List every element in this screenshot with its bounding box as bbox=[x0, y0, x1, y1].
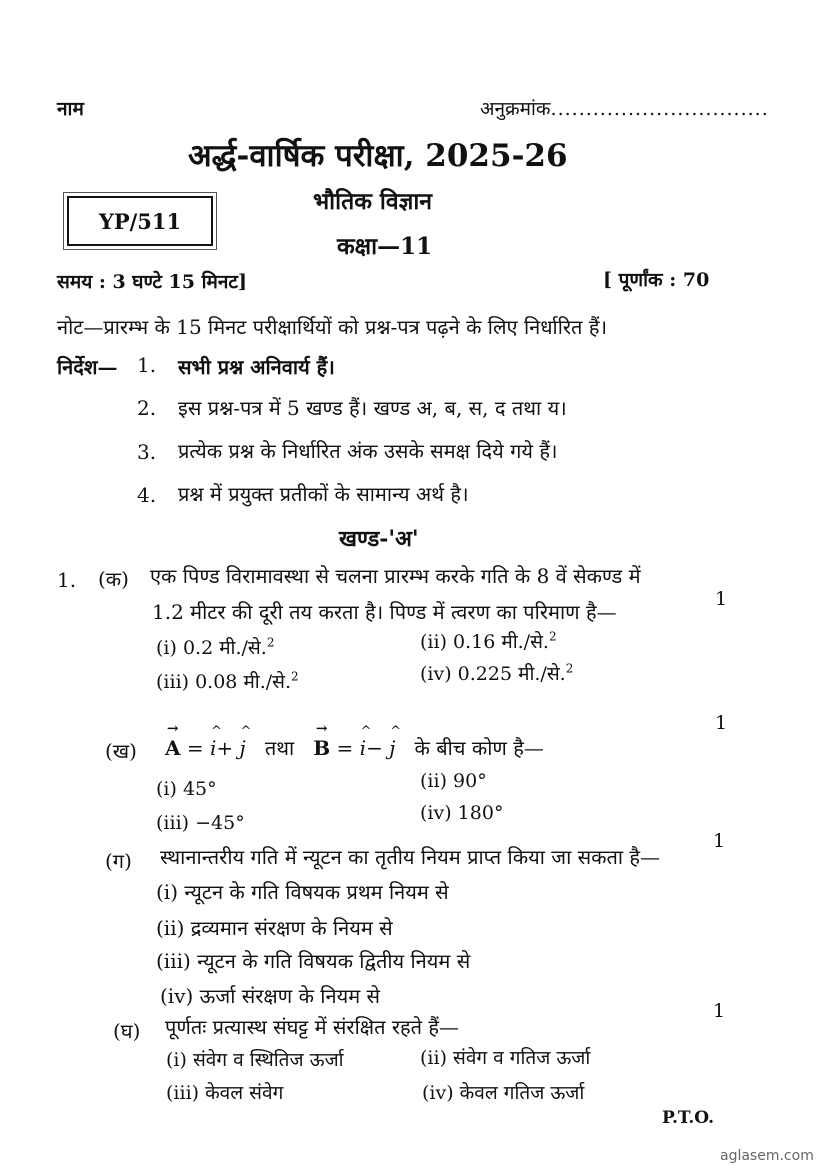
max-marks-label: [ पूर्णांक : 70 bbox=[603, 269, 710, 291]
q-ka-option-2-text: (ii) 0.16 मी./से. bbox=[420, 631, 549, 653]
q-ka-label: (क) bbox=[98, 567, 129, 591]
vector-a: → A bbox=[165, 736, 181, 760]
q-ga-text: स्थानान्तरीय गति में न्यूटन का तृतीय नियम प्राप्त किया जा सकता है— bbox=[160, 845, 661, 869]
q-kha-option-2: (ii) 90° bbox=[420, 770, 487, 792]
q-ka-marks: 1 bbox=[715, 588, 728, 610]
q-ga-marks: 1 bbox=[713, 830, 726, 852]
q-ka-option-1 bbox=[156, 634, 274, 660]
q-ga-label: (ग) bbox=[105, 849, 132, 873]
pto-label: P.T.O. bbox=[662, 1108, 714, 1128]
q-kha-option-4: (iv) 180° bbox=[420, 802, 504, 824]
q-gha-option-2: (ii) संवेग व गतिज ऊर्जा bbox=[420, 1047, 591, 1069]
watermark-text: aglasem.com bbox=[720, 1148, 814, 1164]
q-ka-option-2-sup: 2 bbox=[548, 629, 557, 644]
note-text: नोट—प्रारम्भ के 15 मिनट परीक्षार्थियों को प्रश्न-पत्र पढ़ने के लिए निर्धारित हैं। bbox=[57, 315, 608, 339]
q-ka-option-1-text: (i) 0.2 मी./से. bbox=[156, 637, 267, 659]
roll-number-label: अनुक्रमांक bbox=[480, 98, 551, 120]
paper-code-box bbox=[67, 196, 213, 246]
instruction-1-text: सभी प्रश्न अनिवार्य हैं। bbox=[178, 355, 335, 379]
q-ka-option-3 bbox=[156, 668, 299, 694]
instruction-2-text: इस प्रश्न-पत्र में 5 खण्ड हैं। खण्ड अ, ब, स, द तथा य। bbox=[178, 396, 567, 420]
instruction-4-num: 4. bbox=[137, 483, 157, 507]
exam-title: अर्द्ध-वार्षिक परीक्षा, 2025-26 bbox=[188, 138, 568, 174]
instruction-3-text: प्रत्येक प्रश्न के निर्धारित अंक उसके समक्ष दिये गये हैं। bbox=[178, 439, 558, 463]
q-ga-option-1: (i) न्यूटन के गति विषयक प्रथम नियम से bbox=[156, 880, 449, 904]
q-gha-marks: 1 bbox=[713, 1000, 726, 1022]
q-gha-option-1: (i) संवेग व स्थितिज ऊर्जा bbox=[166, 1049, 344, 1071]
instruction-2-num: 2. bbox=[137, 396, 157, 420]
q-ga-option-2: (ii) द्रव्यमान संरक्षण के नियम से bbox=[156, 916, 393, 940]
name-label: नाम bbox=[57, 98, 84, 120]
q-kha-plus: + bbox=[216, 736, 240, 760]
q-ga-option-3: (iii) न्यूटन के गति विषयक द्वितीय नियम से bbox=[156, 949, 471, 973]
q-kha-tail: के बीच कोण है— bbox=[414, 736, 544, 760]
q-ka-line2: 1.2 मीटर की दूरी तय करता है। पिण्ड में त्वरण का परिमाण है— bbox=[152, 600, 617, 624]
q-ga-option-4: (iv) ऊर्जा संरक्षण के नियम से bbox=[160, 984, 381, 1008]
q-gha-option-3: (iii) केवल संवेग bbox=[166, 1082, 284, 1104]
section-title: खण्ड-'अ' bbox=[339, 526, 419, 552]
q-gha-option-4: (iv) केवल गतिज ऊर्जा bbox=[422, 1082, 585, 1104]
q-ka-option-4 bbox=[420, 660, 573, 686]
q-kha-tatha: तथा bbox=[264, 736, 295, 760]
q-kha-marks: 1 bbox=[715, 712, 728, 734]
time-label: समय : 3 घण्टे 15 मिनट] bbox=[57, 271, 247, 293]
paper-code: YP/511 bbox=[98, 208, 182, 234]
q-gha-label: (घ) bbox=[113, 1019, 141, 1043]
q-gha-text: पूर्णतः प्रत्यास्थ संघट्ट में संरक्षित रहते हैं— bbox=[165, 1015, 460, 1039]
q-kha-option-1: (i) 45° bbox=[156, 778, 217, 800]
q-kha-eq-b: = bbox=[330, 736, 360, 760]
unit-vector-i: ^ i bbox=[210, 736, 216, 760]
vector-b: → B bbox=[313, 736, 330, 760]
q-kha-option-3: (iii) −45° bbox=[156, 812, 245, 834]
unit-vector-j-2: ^ j bbox=[389, 736, 395, 760]
unit-vector-i-2: ^ i bbox=[360, 736, 366, 760]
instruction-1-num: 1. bbox=[137, 353, 157, 377]
q-ka-option-2 bbox=[420, 628, 557, 654]
q-ka-option-3-text: (iii) 0.08 मी./से. bbox=[156, 671, 292, 693]
unit-vector-j: ^ j bbox=[240, 736, 246, 760]
q-ka-option-1-sup: 2 bbox=[266, 635, 275, 650]
q-ka-option-4-sup: 2 bbox=[565, 661, 574, 676]
q-ka-option-4-text: (iv) 0.225 मी./से. bbox=[420, 663, 566, 685]
q-kha-eq-a: = bbox=[180, 736, 211, 760]
instruction-3-num: 3. bbox=[137, 440, 157, 464]
q-kha-expression bbox=[165, 734, 544, 761]
instruction-4-text: प्रश्न में प्रयुक्त प्रतीकों के सामान्य अर्थ है। bbox=[178, 482, 469, 506]
subject-title: भौतिक विज्ञान bbox=[313, 188, 433, 215]
instructions-label: निर्देश— bbox=[57, 355, 118, 379]
q-ka-option-3-sup: 2 bbox=[291, 669, 299, 684]
q-kha-minus: − bbox=[366, 736, 390, 760]
roll-number-dots: ............................... bbox=[550, 98, 769, 120]
question-number: 1. bbox=[57, 568, 77, 592]
class-label: कक्षा—11 bbox=[337, 233, 433, 260]
roll-number-field bbox=[480, 95, 769, 121]
q-ka-line1: एक पिण्ड विरामावस्था से चलना प्रारम्भ करके गति के 8 वें सेकण्ड में bbox=[150, 564, 641, 588]
q-kha-label: (ख) bbox=[105, 739, 137, 763]
